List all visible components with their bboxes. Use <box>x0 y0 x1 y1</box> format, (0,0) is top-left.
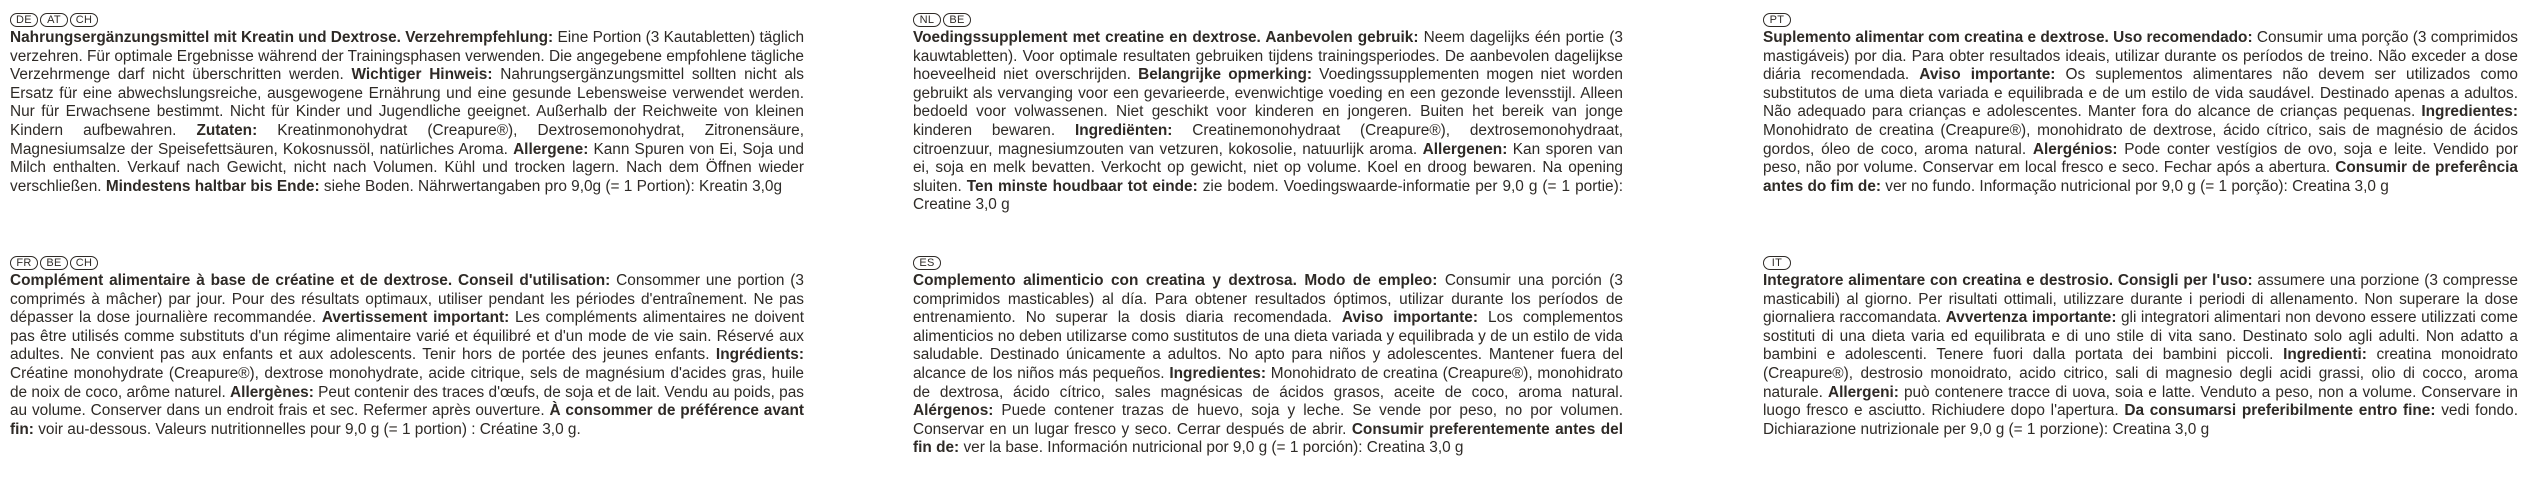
nutrition-text: ver no fundo. Informação nutricional por 9,0 g (= 1 porção): Creatina 3,0 g <box>1885 177 2389 195</box>
ingredients-text: creatina monoidrato (Creapure®), destrosio monoidrato, acido citrico, sali di magnesio degli acidi grassi, olio di cocco, aroma naturale. <box>1763 346 2518 401</box>
warning-heading: Belangrijke opmerking: <box>1138 66 1320 84</box>
ingredients-heading: Ingredientes: <box>2421 103 2518 121</box>
language-flag: CH <box>70 13 98 27</box>
nutrition-text: siehe Boden. Nährwertangaben pro 9,0g (= 1 Portion): Kreatin 3,0g <box>323 177 783 195</box>
language-flag: BE <box>943 13 971 27</box>
ingredients-text: Monohidrato de creatina (Creapure®), monohidrato de dextrosa, ácido cítrico, sales magnésicas de ácidos grasos, aceite de coco, aroma natural. <box>913 364 1623 401</box>
label-block-fr <box>10 255 804 439</box>
language-flag: IT <box>1763 256 1791 270</box>
ingredients-heading: Ingrédients: <box>715 346 804 364</box>
best-before-heading: Ten minste houdbaar tot einde: <box>966 177 1203 195</box>
allergens-heading: Alergénios: <box>2032 140 2125 158</box>
warning-text: Los complementos alimenticios no deben utilizarse como sustitutos de una dieta variada y equilibrada y de un estilo de vida saludable. Destinado únicamente a adultos. No apto para niños y adolescentes. Mantener fuera del alcance de los niños más pequeños. <box>913 309 1623 382</box>
warning-heading: Wichtiger Hinweis: <box>351 66 501 84</box>
language-flags <box>10 255 804 271</box>
best-before-heading: À consommer de préférence avant fin: <box>10 402 804 438</box>
nutrition-text: vedi fondo. Dichiarazione nutrizionale per 9,0 g (= 1 porzione): Creatina 3,0 g <box>1763 402 2518 438</box>
language-flags <box>913 12 1623 28</box>
warning-text: gli integratori alimentari non devono essere utilizzati come sostituti di una dieta varia ed equilibrata e di uno stile di vita sano. Destinato solo agli adulti. Non adatto a bambini e adolescenti. Tenere fuori dalla portata dei bambini piccoli. <box>1763 309 2518 364</box>
label-text <box>10 29 804 196</box>
language-flags <box>10 12 804 28</box>
product-heading: Complément alimentaire à base de créatine et de dextrose. Conseil d'utilisation: <box>10 272 617 289</box>
warning-text: Les compléments alimentaires ne doivent pas être utilisés comme substituts d'un régime alimentaire varié et équilibré et d'un mode de vie sain. Réservé aux adultes. Ne convient pas aux enfants et aux adolescents. Tenir hors de portée des jeunes enfants. <box>10 309 804 364</box>
usage-text: assumere una porzione (3 compresse masticabili) al giorno. Per risultati ottimali, utilizzare durante i periodi di allenamento. Non superare la dose giornaliera raccomandata. <box>1763 272 2518 327</box>
nutrition-text: voir au-dessous. Valeurs nutritionnelles pour 9,0 g (= 1 portion) : Créatine 3,0 g. <box>38 420 581 438</box>
language-flag: BE <box>40 256 68 270</box>
usage-text: Consommer une portion (3 comprimés à mâcher) par jour. Pour des résultats optimaux, utiliser pendant les périodes d'entraînement. Ne pas dépasser la dose journalière recommandée. <box>10 272 804 327</box>
warning-text: Os suplementos alimentares não devem ser utilizados como substitutos de uma dieta variada e equilibrada e de um estilo de vida saudável. Destinado apenas a adultos. Não adequado para crianças e adolescentes. Manter fora do alcance de crianças pequenas. <box>1763 66 2518 121</box>
product-heading: Integratore alimentare con creatina e destrosio. Consigli per l'uso: <box>1763 272 2258 289</box>
product-heading: Complemento alimenticio con creatina y dextrosa. Modo de empleo: <box>913 272 1445 289</box>
best-before-heading: Mindestens haltbar bis Ende: <box>105 177 324 195</box>
best-before-heading: Da consumarsi preferibilmente entro fine: <box>2124 402 2442 420</box>
ingredients-text: Kreatinmonohydrat (Creapure®), Dextrosemonohydrat, Zitronensäure, Magnesiumsalze der Speisefettsäuren, Kokosnussöl, natürliches Aroma. <box>10 121 804 158</box>
label-text <box>1763 29 2518 196</box>
nutrition-text: ver la base. Información nutricional por 9,0 g (= 1 porción): Creatina 3,0 g <box>963 439 1464 457</box>
allergens-text: Kann Spuren von Ei, Soja und Milch enthalten. Verkauf nach Gewicht, nicht nach Volumen. Kühl und trocken lagern. Nach dem Öffnen wieder verschließen. <box>10 140 804 195</box>
best-before-heading: Consumir preferentemente antes del fin de: <box>913 420 1623 457</box>
language-flags <box>1763 12 2518 28</box>
product-heading: Nahrungsergänzungsmittel mit Kreatin und Dextrose. Verzehrempfehlung: <box>10 29 558 46</box>
allergens-heading: Allergenen: <box>1422 140 1513 158</box>
ingredients-heading: Zutaten: <box>196 121 278 139</box>
warning-text: Nahrungsergänzungsmittel sollten nicht als Ersatz für eine abwechslungsreiche, ausgewogene Ernährung und eine gesunde Lebensweise verwendet werden. Nur für Erwachsene bestimmt. Nicht für Kinder und Jugendliche geeignet. Außerhalb der Reichweite von kleinen Kindern aufbewahren. <box>10 66 804 139</box>
language-flag: ES <box>913 256 941 270</box>
ingredients-heading: Ingredienti: <box>2283 346 2377 364</box>
ingredients-text: Creatinemonohydraat (Creapure®), dextrosemonohydraat, citroenzuur, magnesiumzouten van vetzuren, kokosolie, natuurlijk aroma. <box>913 121 1624 158</box>
label-block-es <box>913 255 1623 458</box>
language-flag: NL <box>913 13 941 27</box>
product-heading: Voedingssupplement met creatine en dextrose. Aanbevolen gebruik: <box>913 29 1424 46</box>
label-text <box>913 272 1623 458</box>
ingredients-heading: Ingrediënten: <box>1074 121 1193 139</box>
allergens-heading: Allergene: <box>513 140 594 158</box>
language-flags <box>913 255 1623 271</box>
warning-heading: Avertissement important: <box>321 309 515 327</box>
label-block-pt <box>1763 12 2518 196</box>
warning-heading: Aviso importante: <box>1341 309 1489 327</box>
allergens-heading: Allergènes: <box>230 383 319 401</box>
warning-heading: Avvertenza importante: <box>1945 309 2121 327</box>
label-block-it <box>1763 255 2518 439</box>
language-flag: AT <box>40 13 68 27</box>
allergens-text: Pode conter vestígios de ovo, soja e leite. Vendido por peso, não por volume. Conservar em local fresco e seco. Fechar após a abertura. <box>1763 140 2518 177</box>
language-flag: DE <box>10 13 38 27</box>
language-flag: FR <box>10 256 38 270</box>
label-text <box>913 29 1623 215</box>
allergens-text: Puede contener trazas de huevo, soja y leche. Se vende por peso, no por volumen. Conservar en un lugar fresco y seco. Cerrar después de abrir. <box>913 402 1623 438</box>
best-before-heading: Consumir de preferência antes do fim de: <box>1763 159 2518 195</box>
warning-text: Voedingssupplementen mogen niet worden gebruikt als vervanging voor een gevarieerde, evenwichtige voeding en een gezonde levensstijl. Alleen bedoeld voor volwassenen. Niet geschikt voor kinderen en jongeren. Buiten het bereik van jonge kinderen bewaren. <box>913 66 1623 139</box>
ingredients-heading: Ingredientes: <box>1169 364 1271 382</box>
label-block-nl <box>913 12 1623 215</box>
nutrition-text: zie bodem. Voedingswaarde-informatie per 9,0 g (= 1 portie): Creatine 3,0 g <box>913 177 1624 214</box>
language-flags <box>1763 255 2518 271</box>
language-flag: PT <box>1763 13 1791 27</box>
language-flag: CH <box>70 256 98 270</box>
usage-text: Eine Portion (3 Kautabletten) täglich verzehren. Für optimale Ergebnisse während der Trainingsphasen verwenden. Die angegebene empfohlene tägliche Verzehrmenge darf nicht überschritten werden. <box>10 29 804 84</box>
allergens-text: Peut contenir des traces d'œufs, de soja et de lait. Vendu au poids, pas au volume. Conserver dans un endroit frais et sec. Refermer après ouverture. <box>10 383 804 420</box>
usage-text: Consumir uma porção (3 comprimidos mastigáveis) por dia. Para obter resultados ideais, utilizar durante os períodos de treino. Não exceder a dose diária recomendada. <box>1763 29 2519 84</box>
allergens-heading: Alérgenos: <box>913 402 1002 420</box>
label-text <box>1763 272 2518 439</box>
ingredients-text: Créatine monohydrate (Creapure®), dextrose monohydrate, acide citrique, sels de magnésium d'acides gras, huile de noix de coco, arôme naturel. <box>10 364 804 401</box>
warning-heading: Aviso importante: <box>1919 66 2066 84</box>
product-heading: Suplemento alimentar com creatina e dextrose. Uso recomendado: <box>1763 29 2257 46</box>
label-text <box>10 272 804 439</box>
allergens-text: può contenere tracce di uova, soia e latte. Venduto a peso, non a volume. Conservare in luogo fresco e asciutto. Richiudere dopo l'apertura. <box>1763 383 2518 420</box>
usage-text: Consumir una porción (3 comprimidos masticables) al día. Para obtener resultados óptimos, utilizar durante los períodos de entrenamiento. No superar la dosis diaria recomendada. <box>913 272 1623 327</box>
usage-text: Neem dagelijks één portie (3 kauwtabletten). Voor optimale resultaten gebruiken tijdens trainingsperiodes. De aanbevolen dagelijkse hoeveelheid niet overschrijden. <box>913 29 1623 84</box>
ingredients-text: Monohidrato de creatina (Creapure®), monohidrato de dextrose, ácido cítrico, sais de magnésio de ácidos gordos, óleo de coco, aroma natural. <box>1763 121 2518 158</box>
allergens-heading: Allergeni: <box>1827 383 1904 401</box>
allergens-text: Kan sporen van ei, soja en melk bevatten. Verkocht op gewicht, niet op volume. Koel en droog bewaren. Na opening sluiten. <box>913 140 1623 195</box>
label-block-de <box>10 12 804 196</box>
